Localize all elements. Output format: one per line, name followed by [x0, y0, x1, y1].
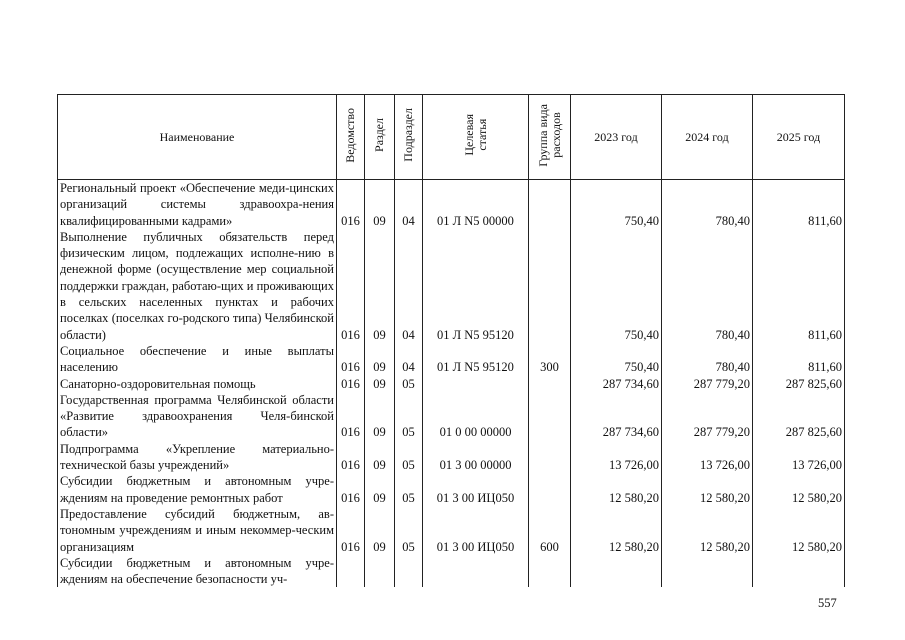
row-2024: 780,40 [662, 180, 753, 229]
row-dept: 016 [337, 376, 365, 392]
table-row [58, 343, 845, 376]
header-2023: 2023 год [571, 95, 662, 180]
row-section: 09 [365, 506, 395, 555]
row-group: 600 [529, 506, 571, 555]
row-2024 [662, 555, 753, 588]
row-2023: 750,40 [571, 229, 662, 343]
row-name: Выполнение публичных обязательств перед физическим лицом, подлежащих исполне-нию в денежной форме (осуществление мер социальной поддержки граждан, работаю-щих и проживающих в сельских населенных пунктах и рабочих поселках (поселках го-родского типа) Челябинской области) [58, 229, 337, 343]
table-row [58, 229, 845, 343]
row-2025: 13 726,00 [753, 441, 845, 474]
row-target: 01 3 00 00000 [423, 441, 529, 474]
row-2025: 12 580,20 [753, 506, 845, 555]
table-row [58, 506, 845, 555]
row-2025: 811,60 [753, 343, 845, 376]
row-dept: 016 [337, 392, 365, 441]
row-target: 01 3 00 ИЦ050 [423, 506, 529, 555]
row-section: 09 [365, 180, 395, 229]
row-2025: 811,60 [753, 229, 845, 343]
row-2025: 287 825,60 [753, 376, 845, 392]
row-subsection: 04 [395, 343, 423, 376]
row-2024: 12 580,20 [662, 506, 753, 555]
row-subsection [395, 555, 423, 588]
row-group [529, 180, 571, 229]
header-row [58, 95, 845, 180]
budget-table [57, 94, 845, 587]
row-group [529, 555, 571, 588]
row-group [529, 392, 571, 441]
table-row [58, 376, 845, 392]
row-dept: 016 [337, 229, 365, 343]
row-2024: 780,40 [662, 343, 753, 376]
row-group: 300 [529, 343, 571, 376]
row-section: 09 [365, 441, 395, 474]
row-subsection: 05 [395, 441, 423, 474]
row-group [529, 229, 571, 343]
row-2025 [753, 555, 845, 588]
row-target: 01 0 00 00000 [423, 392, 529, 441]
row-subsection: 05 [395, 506, 423, 555]
row-2023 [571, 555, 662, 588]
row-target: 01 3 00 ИЦ050 [423, 473, 529, 506]
row-target: 01 Л N5 95120 [423, 343, 529, 376]
row-name: Государственная программа Челябинской области «Развитие здравоохранения Челя-бинской области» [58, 392, 337, 441]
header-group: Группа вида расходов [529, 95, 571, 180]
table-row [58, 441, 845, 474]
row-2023: 750,40 [571, 343, 662, 376]
header-dept: Ведомство [337, 95, 365, 180]
row-2023: 13 726,00 [571, 441, 662, 474]
row-section: 09 [365, 392, 395, 441]
row-2025: 287 825,60 [753, 392, 845, 441]
row-group [529, 473, 571, 506]
row-section: 09 [365, 343, 395, 376]
row-dept [337, 555, 365, 588]
table-row [58, 473, 845, 506]
row-2023: 12 580,20 [571, 506, 662, 555]
header-2024: 2024 год [662, 95, 753, 180]
table-row [58, 180, 845, 229]
row-2023: 287 734,60 [571, 376, 662, 392]
header-name: Наименование [58, 95, 337, 180]
row-dept: 016 [337, 473, 365, 506]
row-name: Субсидии бюджетным и автономным учре-ждениям на проведение ремонтных работ [58, 473, 337, 506]
row-dept: 016 [337, 506, 365, 555]
row-name: Подпрограмма «Укрепление материально-технической базы учреждений» [58, 441, 337, 474]
row-2025: 811,60 [753, 180, 845, 229]
row-target: 01 Л N5 00000 [423, 180, 529, 229]
row-subsection: 05 [395, 376, 423, 392]
row-target [423, 555, 529, 588]
row-subsection: 04 [395, 180, 423, 229]
row-section: 09 [365, 376, 395, 392]
row-subsection: 05 [395, 392, 423, 441]
row-2024: 13 726,00 [662, 441, 753, 474]
row-section: 09 [365, 229, 395, 343]
row-group [529, 441, 571, 474]
row-2024: 12 580,20 [662, 473, 753, 506]
row-group [529, 376, 571, 392]
row-subsection: 05 [395, 473, 423, 506]
row-target: 01 Л N5 95120 [423, 229, 529, 343]
row-name: Предоставление субсидий бюджетным, ав-тономным учреждениям и иным некоммер-ческим организациям [58, 506, 337, 555]
row-dept: 016 [337, 343, 365, 376]
header-subsection: Подраздел [395, 95, 423, 180]
row-2024: 287 779,20 [662, 376, 753, 392]
row-target [423, 376, 529, 392]
row-section: 09 [365, 473, 395, 506]
page-number: 557 [818, 596, 837, 610]
header-target: Целевая статья [423, 95, 529, 180]
row-2023: 12 580,20 [571, 473, 662, 506]
row-name: Социальное обеспечение и иные выплаты населению [58, 343, 337, 376]
row-section [365, 555, 395, 588]
row-2023: 750,40 [571, 180, 662, 229]
row-2024: 287 779,20 [662, 392, 753, 441]
row-2025: 12 580,20 [753, 473, 845, 506]
row-name: Санаторно-оздоровительная помощь [58, 376, 337, 392]
row-dept: 016 [337, 180, 365, 229]
header-2025: 2025 год [753, 95, 845, 180]
row-name: Субсидии бюджетным и автономным учре-ждениям на обеспечение безопасности уч- [58, 555, 337, 588]
table-row [58, 555, 845, 588]
row-subsection: 04 [395, 229, 423, 343]
row-dept: 016 [337, 441, 365, 474]
row-name: Региональный проект «Обеспечение меди-цинских организаций системы здравоохра-нения квалифицированными кадрами» [58, 180, 337, 229]
table-row [58, 392, 845, 441]
header-section: Раздел [365, 95, 395, 180]
row-2024: 780,40 [662, 229, 753, 343]
row-2023: 287 734,60 [571, 392, 662, 441]
